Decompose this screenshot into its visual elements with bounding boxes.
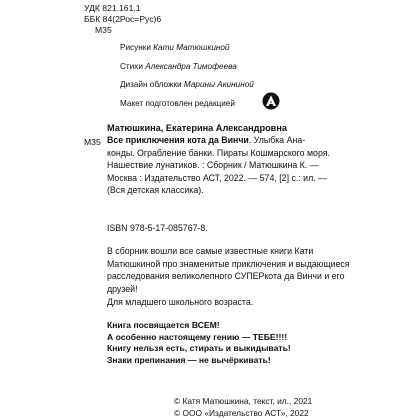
- credit-label: Дизайн обложки: [120, 80, 182, 89]
- catalog-title: Все приключения кота да Винчи: [107, 135, 249, 145]
- dedication: [107, 320, 291, 366]
- annotation-line: расследования великолепного СУПЕРкота да Винчи и его: [107, 271, 345, 282]
- copyright-line: © ООО «Издательство АСТ», 2022: [174, 407, 309, 418]
- catalog-description: [107, 134, 407, 197]
- catalog-line: конды. Ограбление банки. Пираты Кошмарского моря.: [107, 147, 330, 158]
- credit-name: Александра Тимофеева: [145, 62, 237, 71]
- credit-illustrations: [120, 43, 230, 52]
- isbn: ISBN 978-5-17-085767-8.: [107, 223, 208, 233]
- dedication-line: Книгу нельзя есть, стирать и выкидывать!: [107, 343, 291, 354]
- catalog-author: Матюшкина, Екатерина Александровна: [107, 123, 287, 133]
- credit-name: Марины Акининой: [183, 80, 254, 89]
- publisher-logo-icon: [262, 92, 280, 110]
- credit-layout: Макет подготовлен редакцией: [120, 99, 235, 108]
- annotation-line: В сборник вошли все самые известные книги Кати: [107, 246, 314, 256]
- bbk-code: ББК 84(2Рос=Рус)6: [84, 14, 162, 24]
- credit-name: Кати Матюшкиной: [153, 43, 230, 52]
- credit-poems: [120, 62, 237, 71]
- dedication-line: Знаки препинания — не вычёркивать!: [107, 354, 271, 365]
- author-mark-code: М35: [95, 25, 112, 35]
- dedication-line: А особенно настоящему гению — ТЕБЕ!!!!: [107, 331, 288, 342]
- catalog-line: (Вся детская классика).: [107, 185, 204, 196]
- credit-label: Стихи: [120, 62, 143, 71]
- age-rating-text: Для младшего школьного возраста.: [107, 297, 254, 307]
- annotation: [107, 245, 407, 295]
- dedication-line: Книга посвящается ВСЕМ!: [107, 320, 220, 330]
- copyright-line: © Катя Матюшкина, текст, ил., 2021: [174, 396, 313, 406]
- annotation-line: друзей!: [107, 283, 138, 294]
- catalog-code: М35: [84, 137, 101, 147]
- copyright: [174, 396, 312, 419]
- credit-cover: [120, 80, 254, 89]
- credit-label: Рисунки: [120, 43, 151, 52]
- catalog-line: [107, 134, 407, 147]
- annotation-line: Матюшкиной про знаменитые приключения и выдающиеся: [107, 258, 350, 269]
- catalog-line-text: . Улыбка Ана-: [248, 135, 306, 145]
- catalog-line: Нашествие лунатиков. : Сборник / Матюшкина К. —: [107, 160, 319, 171]
- udk-code: УДК 821.161.1: [84, 3, 141, 13]
- catalog-line: Москва : Издательство АСТ, 2022. — 574, [2] с.: ил. —: [107, 172, 327, 183]
